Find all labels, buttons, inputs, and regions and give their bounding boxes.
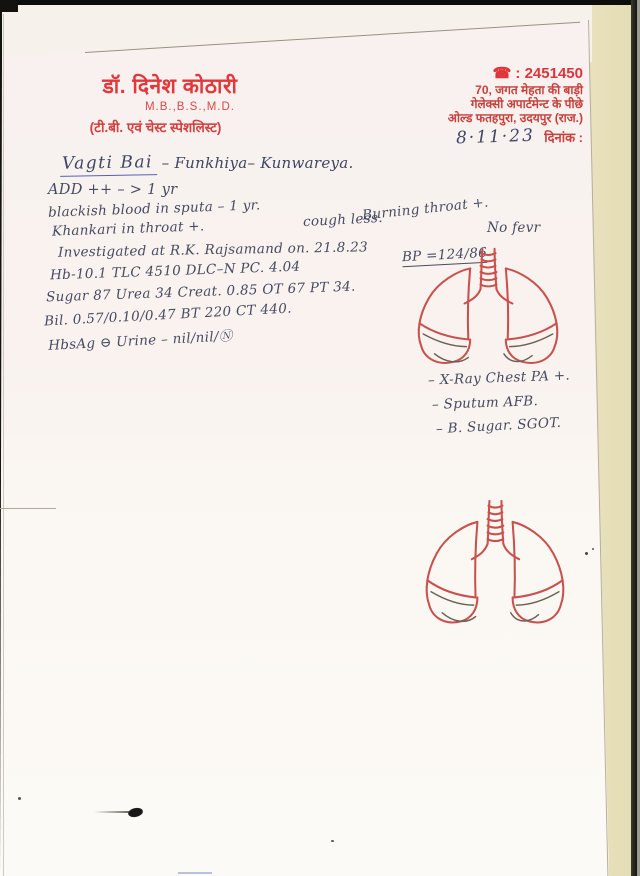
ink-smear (94, 811, 130, 813)
patient-name: Vagti Bai (60, 152, 157, 177)
lung-diagram-lower (420, 498, 570, 630)
date-row (544, 128, 583, 146)
note-no-fever: No fevr (487, 220, 541, 236)
doctor-specialty: (टी.बी. एवं चेस्ट स्पेशलिस्ट) (89, 120, 222, 135)
note-labs-chem: Sugar 87 Urea 34 Creat. 0.85 OT 67 PT 34. (45, 278, 356, 306)
phone-row (493, 64, 583, 82)
bp-value: BP =124/86 (401, 244, 488, 266)
dust-speck (331, 840, 334, 842)
plan-bsugar-sgot: – B. Sugar. SGOT. (435, 414, 562, 438)
scan-artifact-line (178, 872, 212, 874)
plan-sputum-afb: – Sputum AFB. (431, 393, 539, 413)
note-burning: Burning throat +. (361, 194, 490, 224)
paper-fold-line (0, 508, 56, 509)
dust-speck (18, 797, 21, 800)
note-sputum: blackish blood in sputa – 1 yr. (47, 197, 261, 221)
note-throat: Khankari in throat +. (51, 218, 205, 240)
pen-dot (585, 552, 588, 555)
patient-place: – Funkhiya– Kunwareya. (161, 154, 354, 172)
address-line-1: 70, जगत मेहता की बाड़ी (475, 83, 583, 97)
lung-diagram-upper (412, 246, 564, 370)
address-line-2: गेलेक्सी अपार्टमेन्ट के पीछे (470, 97, 583, 111)
note-add-duration: ADD ++ – > 1 yr (48, 182, 178, 198)
telephone-icon: ☎ (492, 65, 512, 82)
patient-name-line (60, 153, 354, 176)
scan-corner (0, 0, 18, 12)
note-investigated: Investigated at R.K. Rajsamand on. 21.8.23 (57, 239, 369, 261)
phone-number: 2451450 (524, 65, 583, 82)
doctor-degrees: M.B.,B.S.,M.D. (144, 101, 236, 113)
note-labs-bil: Bil. 0.57/0.10/0.47 BT 220 CT 440. (43, 300, 293, 330)
date-label: दिनांक : (544, 130, 583, 145)
doctor-name: डॉ. दिनेश कोठारी (102, 75, 238, 98)
date-value-handwritten: 8·11·23 (455, 125, 536, 149)
note-serology: HbsAg ⊖ Urine – nil/nil/Ⓝ (47, 328, 233, 354)
plan-xray: – X-Ray Chest PA +. (427, 367, 571, 389)
scan-border-top (0, 0, 640, 5)
note-cough: cough less. (302, 209, 384, 231)
address-line-3: ओल्ड फतहपुरा, उदयपुर (राज.) (447, 111, 583, 125)
page-left-edge (3, 14, 4, 876)
note-labs-cbc: Hb-10.1 TLC 4510 DLC–N PC. 4.04 (49, 258, 301, 284)
pen-dot (592, 548, 594, 550)
phone-separator: : (515, 65, 521, 82)
